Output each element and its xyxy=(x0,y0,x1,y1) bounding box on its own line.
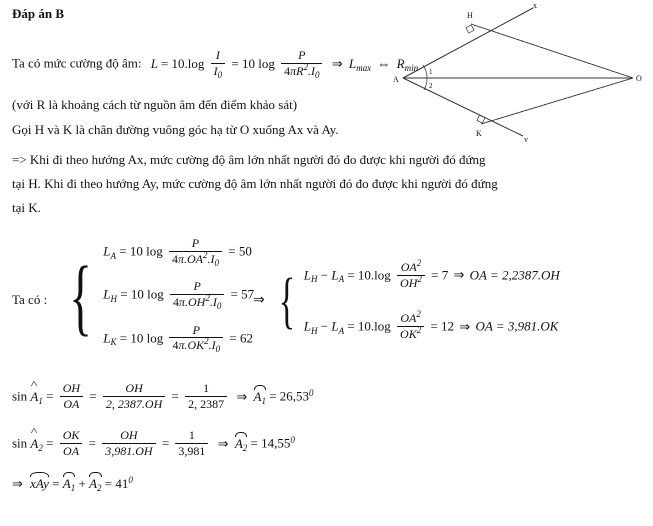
LH-num: P xyxy=(193,279,201,294)
arrow-line-3: tại K. xyxy=(12,200,41,215)
answer-title: Đáp án B xyxy=(12,6,65,21)
sin1-implies: ⇒ xyxy=(236,388,248,404)
R-min: R xyxy=(396,55,405,71)
left-brace-icon: { xyxy=(69,247,92,344)
sin1-f1-num: OH xyxy=(62,381,81,395)
rhs2-LA-sub: A xyxy=(338,325,345,336)
equation-LK xyxy=(103,318,254,361)
L-max: L xyxy=(348,55,357,71)
equation-LH-minus-LA xyxy=(304,251,560,302)
LH-den-4: 4 xyxy=(172,295,179,310)
rhs1-result: = 7 xyxy=(431,267,449,283)
equation-LH-minus-LA-2 xyxy=(304,302,560,353)
LA-sub: A xyxy=(110,250,117,261)
R-min-sub: min xyxy=(404,62,419,73)
R-symbol: R xyxy=(296,63,304,78)
sin1-frac1 xyxy=(60,382,83,411)
pi-symbol: π xyxy=(290,63,297,78)
rhs1-LH-sub: H xyxy=(311,274,318,285)
fraction-P-over-4piR2I0 xyxy=(281,49,322,78)
sin1-eq1: = xyxy=(46,388,54,404)
sin1-eq4: = xyxy=(269,388,277,404)
result-A2-sub: 2 xyxy=(242,442,248,453)
sin2-value: 14,55 xyxy=(261,435,291,451)
geometry-figure xyxy=(383,2,651,142)
final-eq1: = xyxy=(52,476,60,491)
sin2-f2-num: OH xyxy=(120,428,138,442)
rhs1-eq: = 10.log xyxy=(347,267,391,283)
equation-LH xyxy=(103,274,254,317)
final-implies: ⇒ xyxy=(12,476,23,491)
rhs2-den-sup: 2 xyxy=(416,324,422,335)
sin2-eq3: = xyxy=(161,435,170,451)
L-symbol: L xyxy=(150,55,158,71)
rhs2-num-sup: 2 xyxy=(416,309,421,319)
sin2-eq2: = xyxy=(88,435,96,451)
sin1-f2-den: 2, 2387.OH xyxy=(105,396,163,411)
sin2-implies: ⇒ xyxy=(217,435,229,451)
angle-A2: A xyxy=(30,435,39,451)
rhs1-den-sup: 2 xyxy=(417,273,422,284)
equation-system-right xyxy=(272,257,560,341)
rhs2-num: OA xyxy=(400,311,417,325)
figure-label-O: O xyxy=(636,74,642,83)
left-system-rows xyxy=(103,231,254,361)
figure-label-angle-1: 1 xyxy=(429,68,433,76)
R-exponent: 2 xyxy=(303,61,308,72)
final-plus: + xyxy=(78,476,86,491)
LA-fraction xyxy=(169,236,222,269)
sin2-f1-den: OA xyxy=(63,443,80,458)
LA-den-var: OA xyxy=(186,252,203,267)
LA-den-pi: π. xyxy=(177,252,187,267)
I-numerator: I xyxy=(215,48,220,62)
rhs1-LH: L xyxy=(303,267,311,283)
rhs2-eq: = 10.log xyxy=(347,318,391,334)
angle-xAy-hat xyxy=(30,476,49,492)
L-max-sub: max xyxy=(356,62,372,73)
intro-label: Ta có mức cường độ âm: xyxy=(12,55,142,71)
four-const: 4 xyxy=(284,63,291,78)
sin1-frac3 xyxy=(185,382,227,411)
LH-den-pi: π. xyxy=(178,295,188,310)
ten-log-1: 10.log xyxy=(171,55,205,71)
figure-label-x: x xyxy=(533,2,537,10)
LK-sub: K xyxy=(110,337,117,348)
final-eq2: = xyxy=(104,476,113,491)
result-A2: A xyxy=(234,435,243,451)
result-A1: A xyxy=(253,388,262,404)
LH-den-I: .I xyxy=(209,295,217,310)
LA-eq: = 10 log xyxy=(119,243,163,259)
geometry-svg xyxy=(383,2,651,142)
ten-log-2: 10 log xyxy=(242,55,275,71)
final-A2-sub: 2 xyxy=(97,483,102,493)
LH-result: = 57 xyxy=(230,286,255,302)
iff-arrow: ⇔ xyxy=(377,55,391,71)
rhs2-fraction xyxy=(397,309,424,341)
LA-result: = 50 xyxy=(228,243,252,259)
LK-den-4: 4 xyxy=(172,338,179,353)
LH-den-var: OH xyxy=(187,295,206,310)
LK-eq: = 10 log xyxy=(119,330,164,346)
I0-factor-sub: 0 xyxy=(314,69,320,80)
LA-num: P xyxy=(191,236,200,251)
angle-A2-sub: 2 xyxy=(38,442,43,453)
sin1-value: 26,53 xyxy=(279,388,310,404)
figure-label-y: y xyxy=(524,135,528,142)
sin-label-2: sin xyxy=(12,435,28,451)
LA-den-4: 4 xyxy=(171,252,178,267)
final-A1-hat xyxy=(63,476,75,492)
LK-symbol: L xyxy=(103,330,111,346)
sin1-f3-den: 2, 2387 xyxy=(188,396,225,411)
rhs1-num-sup: 2 xyxy=(416,257,422,268)
equation-system-left xyxy=(60,236,255,355)
sin2-f1-num: OK xyxy=(62,428,80,442)
result-A1-sub: 1 xyxy=(261,395,266,406)
equation-LA xyxy=(103,231,254,274)
LK-den-var: OK xyxy=(187,338,205,353)
LK-den-I: .I xyxy=(208,338,216,353)
figure-label-angle-2: 2 xyxy=(429,82,433,90)
sin1-eq3: = xyxy=(171,388,179,404)
LA-den-sup: 2 xyxy=(202,250,208,261)
right-system-rows xyxy=(304,251,560,353)
figure-label-H: H xyxy=(467,11,473,20)
LK-den-sup: 2 xyxy=(204,336,209,347)
LH-sub: H xyxy=(110,293,118,304)
sin-A2-line xyxy=(12,430,295,459)
intensity-level-formula-line xyxy=(12,50,418,79)
right-brace-icon: { xyxy=(278,267,296,336)
sin2-f2-den: 3,981.OH xyxy=(105,443,153,458)
final-A1: A xyxy=(62,476,71,491)
rhs2-result: = 12 xyxy=(430,318,455,334)
angle-xAy: xAy xyxy=(30,476,49,491)
rhs2-implies: ⇒ xyxy=(459,318,471,334)
rhs1-fraction xyxy=(397,257,425,290)
result-A1-hat xyxy=(254,389,266,405)
sin2-f3-den: 3,981 xyxy=(178,443,206,458)
figure-label-K: K xyxy=(476,129,482,138)
P-numerator: P xyxy=(298,48,306,62)
rhs2-LA: L xyxy=(331,318,339,334)
sin1-degree: 0 xyxy=(309,387,314,398)
rhs1-num: OA xyxy=(400,259,417,274)
rhs2-minus: − xyxy=(320,318,329,334)
sin-label-1: sin xyxy=(12,388,28,404)
LH-den-I-sub: 0 xyxy=(216,301,222,312)
final-degree: 0 xyxy=(128,475,133,485)
LK-den-I-sub: 0 xyxy=(215,344,221,355)
LK-num: P xyxy=(192,322,200,337)
implies-arrow-1: ⇒ xyxy=(331,55,343,71)
I0-sub: 0 xyxy=(217,69,223,80)
rhs1-minus: − xyxy=(320,267,329,283)
rhs1-conclusion: OA = 2,2387.OH xyxy=(469,267,560,283)
LK-result: = 62 xyxy=(229,330,254,346)
sin1-eq2: = xyxy=(89,388,97,404)
rhs1-den: OH xyxy=(400,275,418,290)
sin1-f1-den: OA xyxy=(63,396,80,411)
result-A2-hat xyxy=(235,436,247,452)
sin-A1-line xyxy=(12,383,314,412)
rhs1-LA-sub: A xyxy=(338,274,345,285)
rhs2-conclusion: OA = 3,981.OK xyxy=(475,318,559,334)
goi-line: Gọi H và K là chân đường vuông góc hạ từ O xuống Ax và Ay. xyxy=(12,122,339,137)
LK-fraction xyxy=(169,324,223,353)
sin1-frac2 xyxy=(103,382,165,411)
LH-den-sup: 2 xyxy=(205,293,210,304)
final-A2-hat xyxy=(89,476,101,492)
implies-arrow-between-systems: ⇒ xyxy=(253,293,265,308)
rhs1-implies: ⇒ xyxy=(453,267,465,283)
sin2-frac2 xyxy=(102,429,155,458)
sin1-f3-num: 1 xyxy=(203,381,210,395)
rhs2-LH-sub: H xyxy=(311,325,318,336)
sin2-frac3 xyxy=(175,429,208,458)
final-A1-sub: 1 xyxy=(70,483,76,493)
LK-den-pi: π. xyxy=(178,338,188,353)
final-value: 41 xyxy=(115,476,129,491)
note-line: (với R là khoảng cách từ nguồn âm đến điểm khảo sát) xyxy=(12,97,298,112)
angle-A1: A xyxy=(30,388,39,404)
LH-fraction xyxy=(170,279,224,312)
final-A2: A xyxy=(89,476,98,491)
sin2-eq4: = xyxy=(250,435,258,451)
final-result-line xyxy=(12,476,133,492)
fraction-I-over-I0 xyxy=(211,49,226,78)
equals-1: = xyxy=(160,55,169,71)
arrow-line-1: => Khi đi theo hướng Ax, mức cường độ âm lớn nhất người đó đo được khi người đó đứng xyxy=(12,152,486,167)
taco-label: Ta có : xyxy=(12,292,48,307)
rhs1-LA: L xyxy=(331,267,339,283)
I-denominator: I xyxy=(213,63,218,78)
figure-label-A: A xyxy=(393,75,399,84)
LH-symbol: L xyxy=(103,286,111,302)
rhs2-LH: L xyxy=(303,318,311,334)
sin1-f2-num: OH xyxy=(125,381,143,395)
sin2-degree: 0 xyxy=(290,434,295,445)
LH-eq: = 10 log xyxy=(120,286,164,302)
rhs2-den: OK xyxy=(400,326,417,341)
sin2-eq1: = xyxy=(46,435,54,451)
angle-A1-sub: 1 xyxy=(38,395,43,406)
I-factor: .I xyxy=(307,63,315,78)
equals-2: = xyxy=(231,55,239,71)
LA-den-I: .I xyxy=(207,252,215,267)
sin2-frac1 xyxy=(60,429,83,458)
LA-den-I-sub: 0 xyxy=(214,258,219,269)
sin2-f3-num: 1 xyxy=(188,428,195,442)
arrow-line-2: tại H. Khi đi theo hướng Ay, mức cường độ âm lớn nhất người đó đo được khi người đó đứng xyxy=(12,176,498,191)
LA-symbol: L xyxy=(103,243,111,259)
